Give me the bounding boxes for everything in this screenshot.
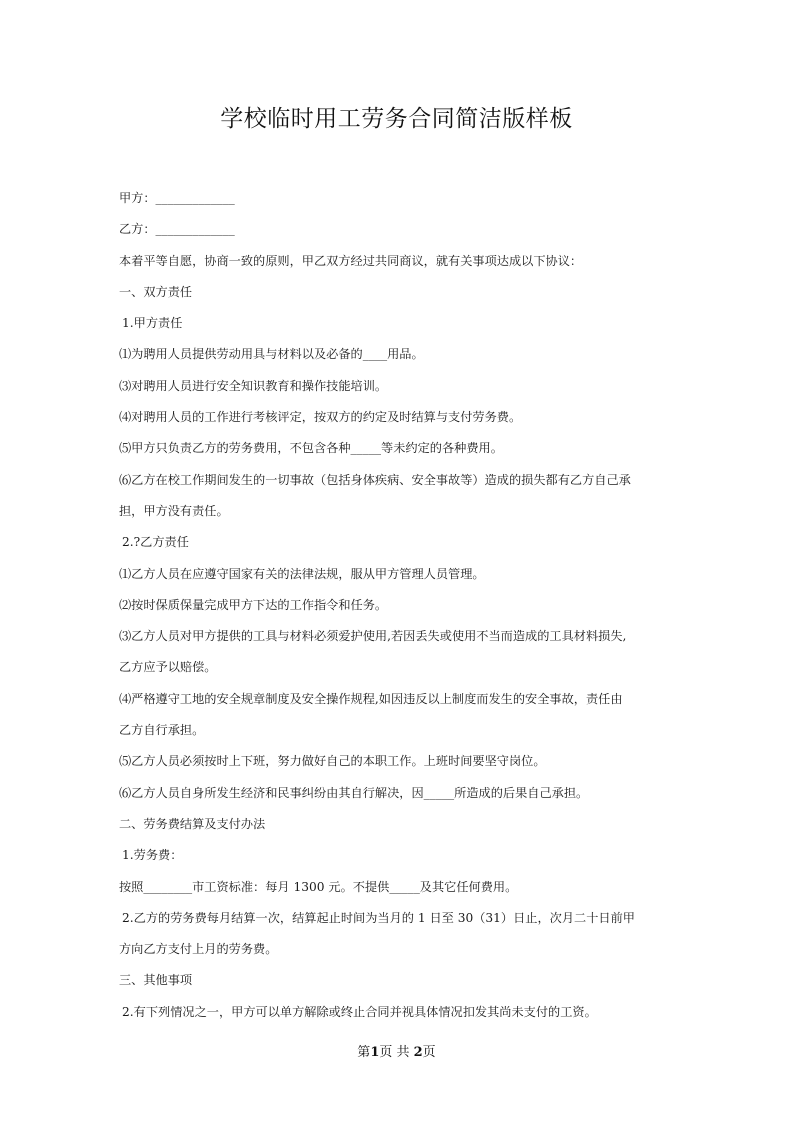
clause-continuation: 方向乙方支付上月的劳务费。 [119,942,278,957]
clause: ⑸乙方人员必须按时上下班，努力做好自己的本职工作。上班时间要坚守岗位。 [119,754,546,769]
page-footer [0,1041,793,1060]
clause: ⑴乙方人员在应遵守国家有关的法律法规，服从甲方管理人员管理。 [119,566,485,581]
clause: ⑷对聘用人员的工作进行考核评定，按双方的约定及时结算与支付劳务费。 [119,410,522,425]
clause: ⑹乙方在校工作期间发生的一切事故（包括身体疾病、安全事故等）造成的损失都有乙方自己承 [119,472,631,487]
preamble: 本着平等自愿，协商一致的原则，甲乙双方经过共同商议，就有关事项达成以下协议： [119,253,583,268]
footer-prefix: 第 [357,1045,371,1060]
document-title: 学校临时用工劳务合同简洁版样板 [220,106,573,132]
clause-continuation: 担，甲方没有责任。 [119,503,229,518]
section-heading: 二、劳务费结算及支付办法 [119,816,266,831]
clause: ⑸甲方只负责乙方的劳务费用，不包含各种_____等未约定的各种费用。 [119,441,503,456]
section-heading: 三、其他事项 [119,973,193,988]
clause: 2.有下列情况之一，甲方可以单方解除或终止合同并视具体情况扣发其尚未支付的工资。 [122,1004,597,1019]
party-b-line: 乙方：_____________ [119,222,235,237]
clause: ⑵按时保质保量完成甲方下达的工作指令和任务。 [119,597,388,612]
clause: 2.乙方的劳务费每月结算一次，结算起止时间为当月的 1 日至 30（31）日止，次月二十日前甲 [122,910,635,925]
current-page-number: 1 [370,1045,380,1060]
clause: ⑹乙方人员自身所发生经济和民事纠纷由其自行解决，因_____所造成的后果自己承担。 [119,785,589,800]
clause: ⑴为聘用人员提供劳动用具与材料以及必备的____用品。 [119,347,424,362]
footer-middle: 页 共 [379,1045,414,1060]
clause: ⑷严格遵守工地的安全规章制度及安全操作规程,如因违反以上制度而发生的安全事故，责任由 [119,691,623,706]
party-a-line: 甲方：_____________ [119,191,235,205]
document-body [119,183,689,1028]
subsection-heading: 1.甲方责任 [122,316,183,331]
clause: 按照________市工资标准：每月 1300 元。不提供_____及其它任何费用。 [119,879,518,894]
clause-continuation: 乙方应予以赔偿。 [119,660,217,675]
section-heading: 一、双方责任 [119,284,193,299]
clause: ⑶对聘用人员进行安全知识教育和操作技能培训。 [119,378,388,393]
clause: ⑶乙方人员对甲方提供的工具与材料必须爱护使用,若因丢失或使用不当而造成的工具材料损失, [119,629,627,644]
clause-continuation: 乙方自行承担。 [119,723,205,738]
subsection-heading: 1.劳务费： [122,848,183,863]
total-page-number: 2 [413,1045,423,1060]
footer-suffix: 页 [422,1045,436,1060]
subsection-heading: 2.?乙方责任 [122,535,189,550]
